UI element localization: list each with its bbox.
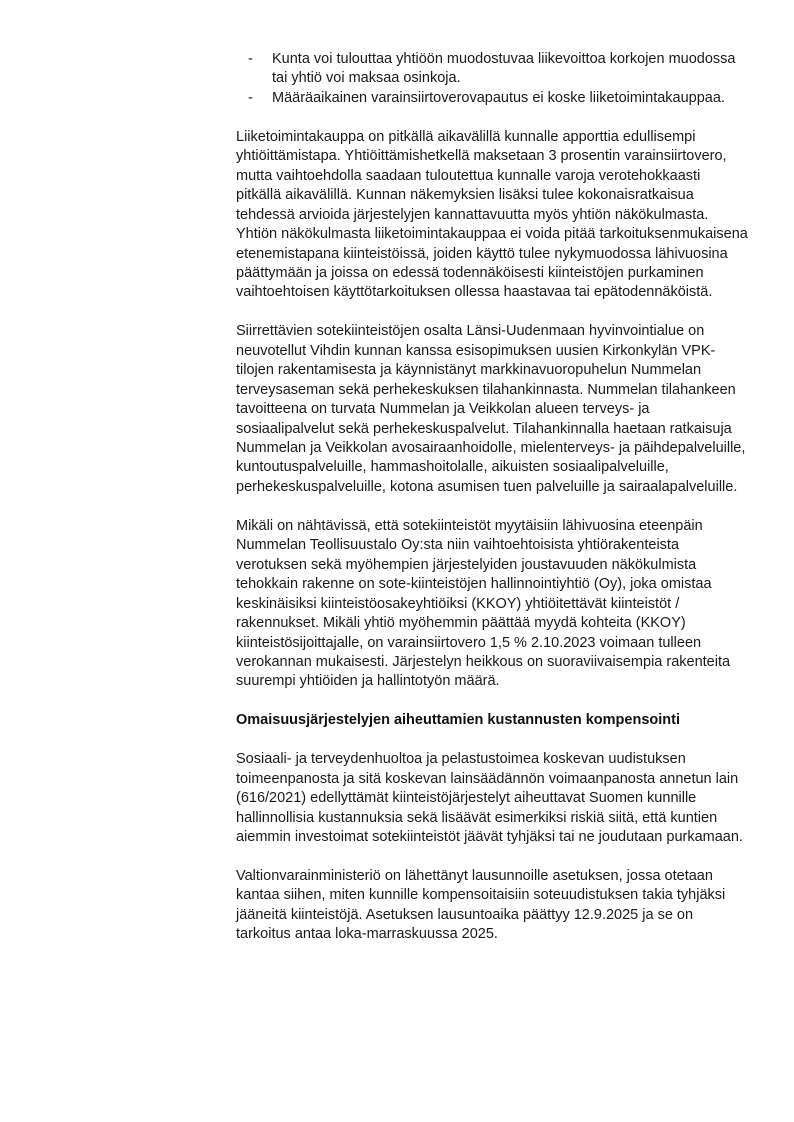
bullet-marker: - (248, 89, 253, 106)
section-heading: Omaisuusjärjestelyjen aiheuttamien kustannusten kompensointi (236, 712, 680, 729)
bullet-marker: - (248, 51, 253, 67)
bullet-list (236, 50, 748, 108)
paragraph-valtionvarainministerio: Valtionvarainministeriö on lähettänyt lausunnoille asetuksen, jossa otetaan kantaa siihen, miten kunnille kompensoitaisiin soteuudistuksen takia tyhjäksi jääneitä kiinteistöjä. Asetuksen lausuntoaika päättyy 12.9.2025 ja se on tarkoitus antaa loka-marraskuussa 2025. (236, 867, 726, 943)
list-item (236, 50, 748, 89)
page-content (236, 50, 748, 964)
bullet-item-text: Määräaikainen varainsiirtoverovapautus ei koske liiketoimintakauppaa. (272, 89, 725, 106)
bullet-item-text: Kunta voi tulouttaa yhtiöön muodostuvaa liikevoittoa korkojen muodossa tai yhtiö voi maksaa osinkoja. (272, 51, 736, 87)
paragraph-liiketoimintakauppa: Liiketoimintakauppa on pitkällä aikavälillä kunnalle apporttia edullisempi yhtiöittämistapa. Yhtiöittämishetkellä maksetaan 3 prosentin varainsiirtovero, mutta vaihtoehdolla saadaan tuloutettua kunnalle varoja verotehokkaasti pitkällä aikavälillä. Kunnan näkemyksien lisäksi tulee kokonaisratkaisua tehdessä arvioida järjestelyjen kannattavuutta myös yhtiön näkökulmasta. Yhtiön näkökulmasta liiketoimintakauppaa ei voida pitää tarkoituksenmukaisena etenemistapana kiinteistöissä, joiden käyttö tulee nykymuodossa lähivuosina päättymään ja joissa on edessä todennäköisesti kiinteistöjen purkaminen vaihtoehtoisen käyttötarkoituksen ollessa haastavaa tai epätodennäköistä. (236, 128, 748, 301)
paragraph-yhtiorakenne: Mikäli on nähtävissä, että sotekiinteistöt myytäisiin lähivuosina eteenpäin Nummelan Teollisuustalo Oy:sta niin vaihtoehtoisista yhtiörakenteista verotuksen sekä myöhempien järjestelyiden joustavuuden näkökulmista tehokkain rakenne on sote-kiinteistöjen hallinnointiyhtiö (Oy), joka omistaa keskinäisiksi kiinteistöosakeyhtiöiksi (KKOY) yhtiöitettävät kiinteistöt / rakennukset. Mikäli yhtiö myöhemmin päättää myydä kohteita (KKOY) kiinteistösijoittajalle, on varainsiirtovero 1,5 % 2.10.2023 voimaan tulleen verokannan mukaisesti. Järjestelyn heikkous on suoraviivaisempia rakenteita suurempi yhtiöiden ja hallintotyön määrä. (236, 517, 731, 690)
paragraph-siirrettavat-sotekiinteistot: Siirrettävien sotekiinteistöjen osalta Länsi-Uudenmaan hyvinvointialue on neuvotellut Vihdin kunnan kanssa esisopimuksen uusien Kirkonkylän VPK-tilojen rakentamisesta ja käynnistänyt markkinavuoropuhelun Nummelan terveysaseman sekä perhekeskuksen tilahankinnasta. Nummelan tilahankeen tavoitteena on turvata Nummelan ja Veikkolan alueen terveys- ja sosiaalipalvelut sekä perhekeskuspalvelut. Tilahankinnalla haetaan ratkaisuja Nummelan ja Veikkolan avosairaanhoidolle, mielenterveys- ja päihdepalveluille, kuntoutuspalveluille, hammashoitolalle, aikuisten sosiaalipalveluille, perhekeskuspalveluille, kotona asumisen tuen palveluille ja sairaalapalveluille. (236, 323, 746, 495)
list-item (236, 89, 748, 108)
paragraph-kustannusten-kompensointi: Sosiaali- ja terveydenhuoltoa ja pelastustoimea koskevan uudistuksen toimeenpanosta ja sitä koskevan lainsäädännön voimaanpanosta annetun lain (616/2021) edellyttämät kiinteistöjärjestelyt aiheuttavat Suomen kunnille hallinnollisia kustannuksia sekä lisäävät esimerkiksi riskiä siitä, että kuntien aiemmin investoimat sotekiinteistöt jäävät tyhjäksi tai ne joudutaan purkamaan. (236, 751, 743, 846)
